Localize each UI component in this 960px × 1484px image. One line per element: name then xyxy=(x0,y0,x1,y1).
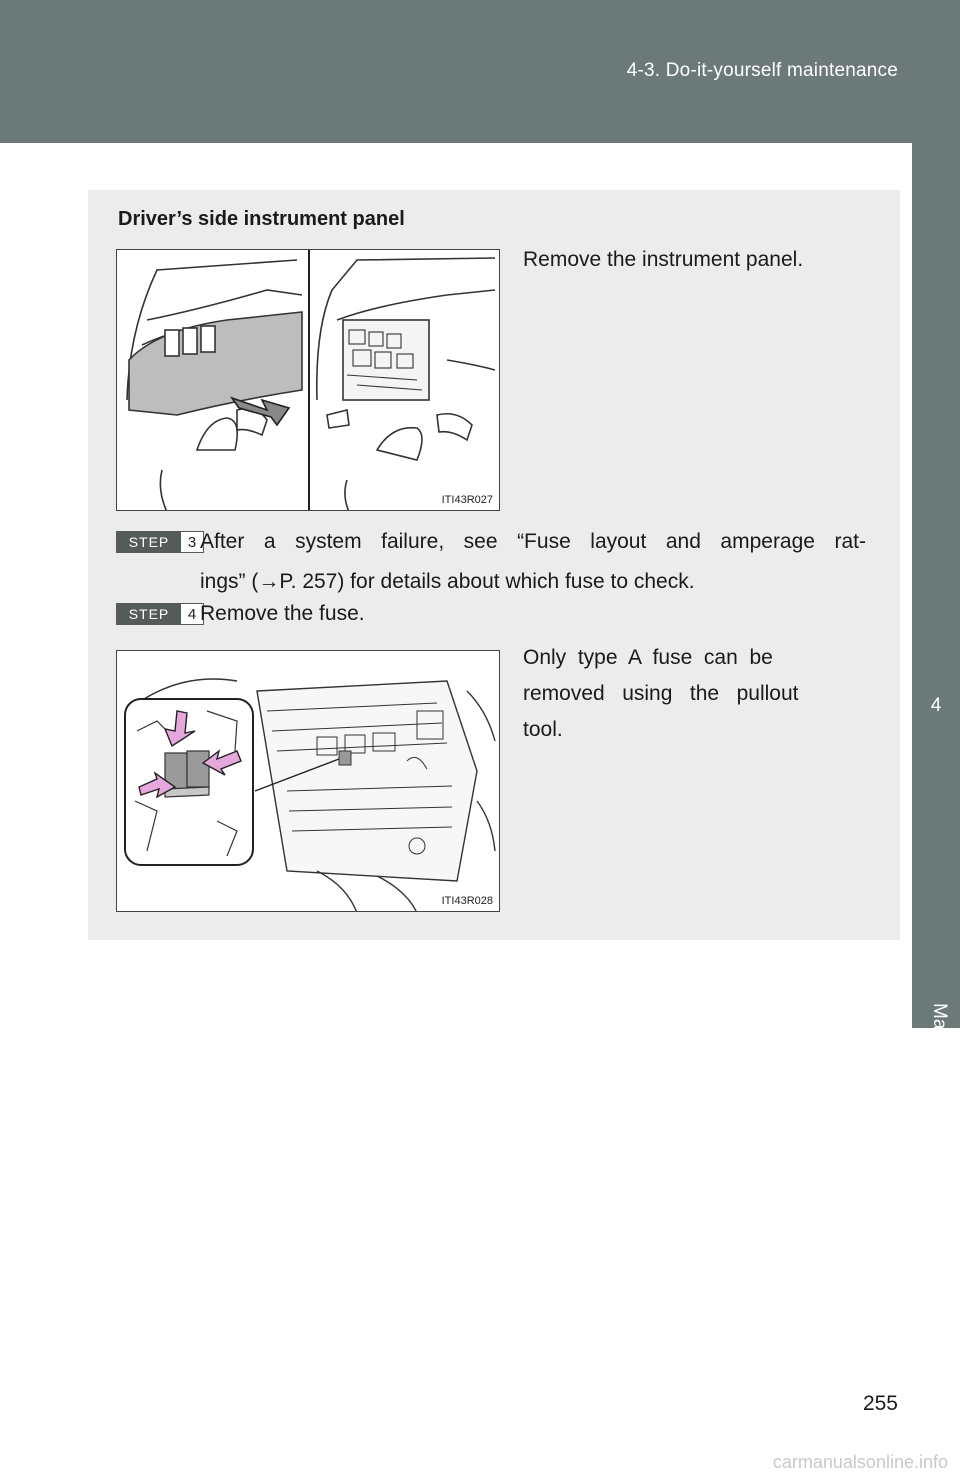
fuse-box-illustration xyxy=(116,650,500,912)
step-4-label: STEP xyxy=(117,604,181,624)
figure-1-code: ITI43R027 xyxy=(441,494,493,506)
step-3-text-line2: ings” (→P. 257) for details about which fuse to check. xyxy=(200,570,695,593)
figure-1-caption: Remove the instrument panel. xyxy=(523,248,804,271)
fuse-box-drawing xyxy=(117,651,500,912)
page-number: 255 xyxy=(862,1392,898,1415)
step-3-badge xyxy=(116,531,204,553)
step-3-text-line1: After a system failure, see “Fuse layout and amperage rat- xyxy=(200,530,866,553)
section-heading: Driver’s side instrument panel xyxy=(118,208,405,230)
page-header xyxy=(0,0,960,143)
step-3-number: 3 xyxy=(181,532,203,552)
figure-2-code: ITI43R028 xyxy=(441,895,493,907)
step-4-badge xyxy=(116,603,204,625)
instrument-panel-drawing xyxy=(117,250,500,511)
step-3-label: STEP xyxy=(117,532,181,552)
chapter-label: Maintenance and care xyxy=(929,1003,950,1192)
chapter-tab xyxy=(912,143,960,1192)
chapter-number: 4 xyxy=(930,695,942,716)
figure-2-caption-line2: removed using the pullout xyxy=(523,682,799,705)
step-4-number: 4 xyxy=(181,604,203,624)
step-4-text: Remove the fuse. xyxy=(200,602,365,625)
section-title-header: 4-3. Do-it-yourself maintenance xyxy=(626,60,898,81)
watermark: carmanualsonline.info xyxy=(772,1452,948,1472)
instrument-panel-illustration xyxy=(116,249,500,511)
figure-2-caption-line3: tool. xyxy=(523,718,563,741)
figure-2-caption-line1: Only type A fuse can be xyxy=(523,646,773,669)
